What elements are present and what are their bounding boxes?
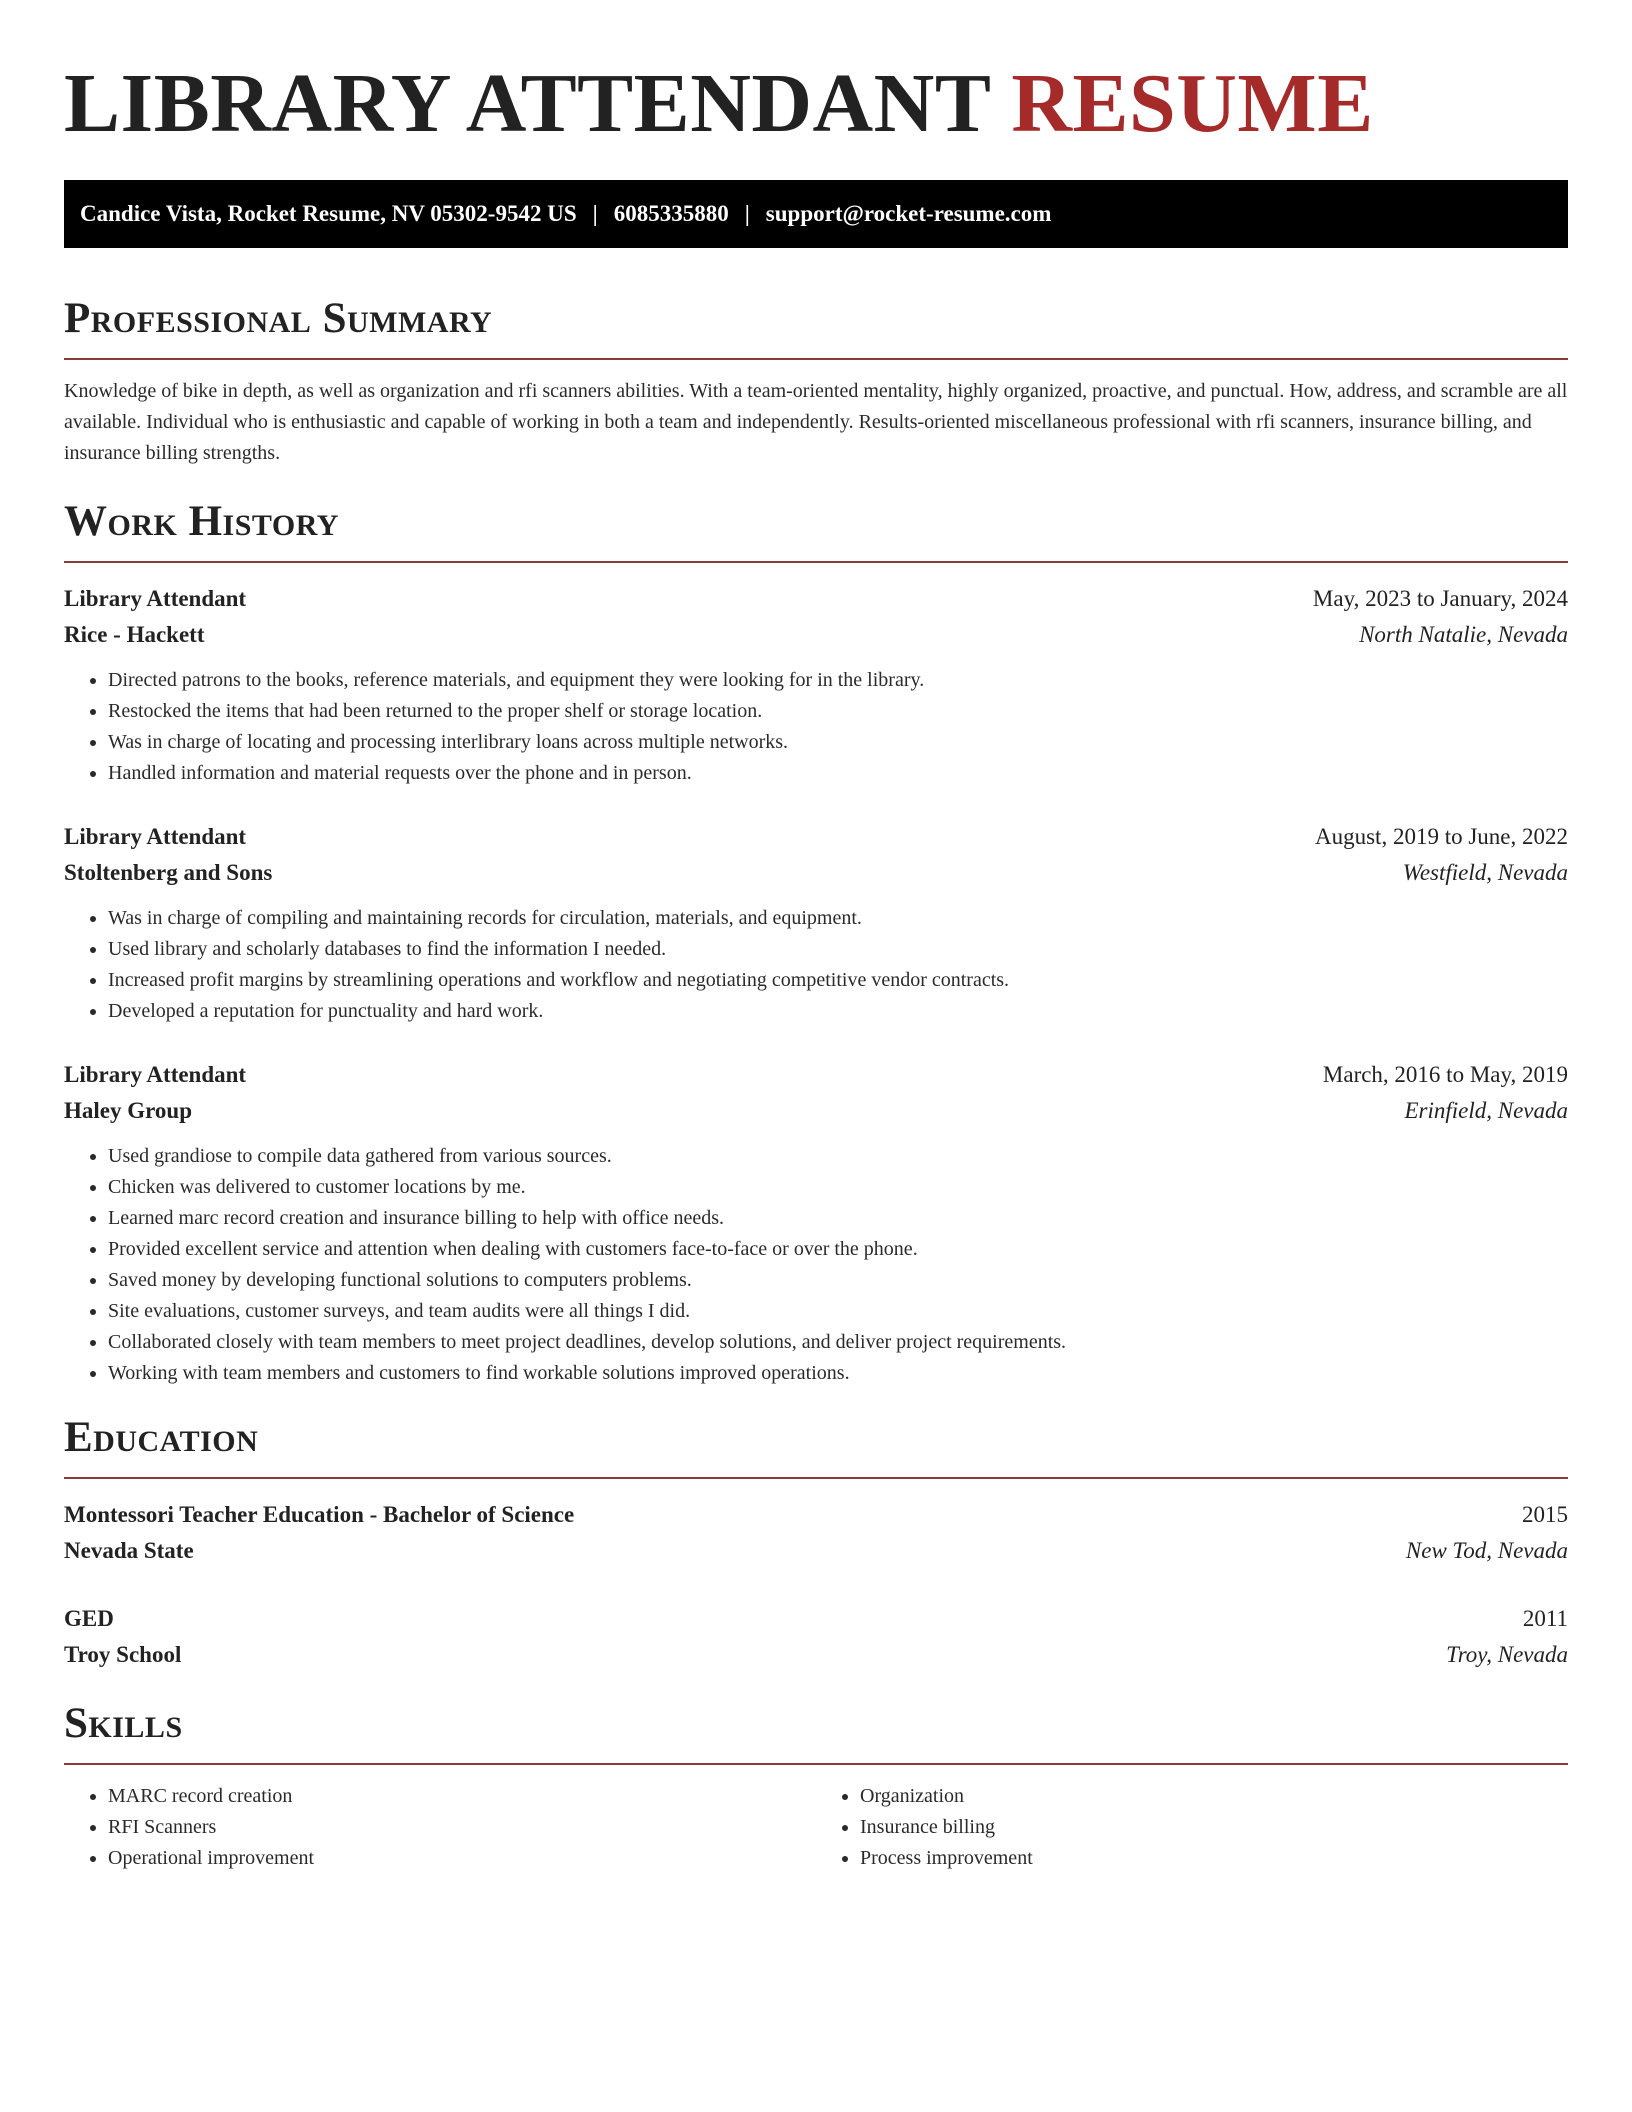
job-bullet: • Restocked the items that had been returned to the proper shelf or storage location. <box>108 696 1568 727</box>
education-year: 2015 <box>1522 1502 1568 1527</box>
contact-email: support@rocket-resume.com <box>765 201 1052 226</box>
skill-item: • Insurance billing <box>860 1812 1568 1843</box>
job-entry <box>64 581 1568 789</box>
job-entry <box>64 1057 1568 1389</box>
job-bullet: • Provided excellent service and attention when dealing with customers face-to-face or over the phone. <box>108 1234 1568 1265</box>
work-history-heading: Work History <box>64 498 339 545</box>
job-bullet: • Directed patrons to the books, reference materials, and equipment they were looking for in the library. <box>108 665 1568 696</box>
job-location: North Natalie, Nevada <box>1359 622 1568 647</box>
job-dates: March, 2016 to May, 2019 <box>1322 1062 1568 1087</box>
education-degree: Montessori Teacher Education - Bachelor of Science <box>64 1502 575 1527</box>
job-dates: August, 2019 to June, 2022 <box>1315 824 1568 849</box>
job-company: Stoltenberg and Sons <box>64 860 273 885</box>
job-bullet: • Collaborated closely with team members to meet project deadlines, develop solutions, and deliver project requirements. <box>108 1327 1568 1358</box>
section-divider <box>64 1477 1568 1479</box>
job-title: Library Attendant <box>64 824 247 849</box>
summary-heading: Professional Summary <box>64 295 493 342</box>
education-entry <box>64 1497 1568 1569</box>
job-bullet: • Site evaluations, customer surveys, and team audits were all things I did. <box>108 1296 1568 1327</box>
job-bullet: • Developed a reputation for punctuality and hard work. <box>108 996 1568 1027</box>
resume-title <box>64 0 1568 152</box>
skill-item: • Process improvement <box>860 1843 1568 1874</box>
job-company: Haley Group <box>64 1098 193 1123</box>
job-title: Library Attendant <box>64 1062 247 1087</box>
job-company: Rice - Hackett <box>64 622 205 647</box>
section-divider <box>64 561 1568 563</box>
education-heading: Education <box>64 1414 259 1461</box>
education-entry <box>64 1601 1568 1673</box>
job-bullets <box>64 1141 1568 1389</box>
contact-address: Candice Vista, Rocket Resume, NV 05302-9542 US <box>80 201 577 226</box>
contact-separator: | <box>592 201 598 226</box>
education-school: Troy School <box>64 1642 182 1667</box>
section-divider <box>64 358 1568 360</box>
skill-item: • MARC record creation <box>108 1781 816 1812</box>
education-location: Troy, Nevada <box>1446 1642 1568 1667</box>
job-bullets <box>64 903 1568 1027</box>
contact-phone: 6085335880 <box>613 201 729 226</box>
job-entry <box>64 819 1568 1027</box>
job-bullets <box>64 665 1568 789</box>
title-main: LIBRARY ATTENDANT <box>64 57 990 150</box>
summary-text: Knowledge of bike in depth, as well as organization and rfi scanners abilities. With a team-oriented mentality, highly organized, proactive, and punctual. How, address, and scramble are all available. Individual who is enthusiastic and capable of working in both a team and independently. Results-oriented miscellaneous professional with rfi scanners, insurance billing, and insurance billing strengths. <box>64 380 1568 464</box>
job-title: Library Attendant <box>64 586 247 611</box>
title-accent: RESUME <box>1011 57 1374 150</box>
skills-column-right <box>816 1781 1568 1874</box>
job-bullet: • Was in charge of compiling and maintaining records for circulation, materials, and equipment. <box>108 903 1568 934</box>
skill-item: • Operational improvement <box>108 1843 816 1874</box>
skills-heading: Skills <box>64 1700 183 1747</box>
job-dates: May, 2023 to January, 2024 <box>1312 586 1568 611</box>
job-bullet: • Chicken was delivered to customer locations by me. <box>108 1172 1568 1203</box>
skills-column-left <box>64 1781 816 1874</box>
job-bullet: • Saved money by developing functional solutions to computers problems. <box>108 1265 1568 1296</box>
job-bullet: • Learned marc record creation and insurance billing to help with office needs. <box>108 1203 1568 1234</box>
education-location: New Tod, Nevada <box>1405 1538 1568 1563</box>
job-bullet: • Was in charge of locating and processing interlibrary loans across multiple networks. <box>108 727 1568 758</box>
job-bullet: • Used library and scholarly databases to find the information I needed. <box>108 934 1568 965</box>
contact-separator: | <box>744 201 750 226</box>
skill-item: • RFI Scanners <box>108 1812 816 1843</box>
job-location: Erinfield, Nevada <box>1404 1098 1568 1123</box>
section-divider <box>64 1763 1568 1765</box>
education-year: 2011 <box>1522 1606 1568 1631</box>
education-degree: GED <box>64 1606 114 1631</box>
skill-item: • Organization <box>860 1781 1568 1812</box>
job-bullet: • Increased profit margins by streamlining operations and workflow and negotiating competitive vendor contracts. <box>108 965 1568 996</box>
skills-list <box>64 1781 1568 1874</box>
job-location: Westfield, Nevada <box>1402 860 1568 885</box>
job-bullet: • Working with team members and customers to find workable solutions improved operations. <box>108 1358 1568 1389</box>
job-bullet: • Used grandiose to compile data gathered from various sources. <box>108 1141 1568 1172</box>
education-school: Nevada State <box>64 1538 194 1563</box>
job-bullet: • Handled information and material requests over the phone and in person. <box>108 758 1568 789</box>
contact-bar <box>64 180 1568 248</box>
